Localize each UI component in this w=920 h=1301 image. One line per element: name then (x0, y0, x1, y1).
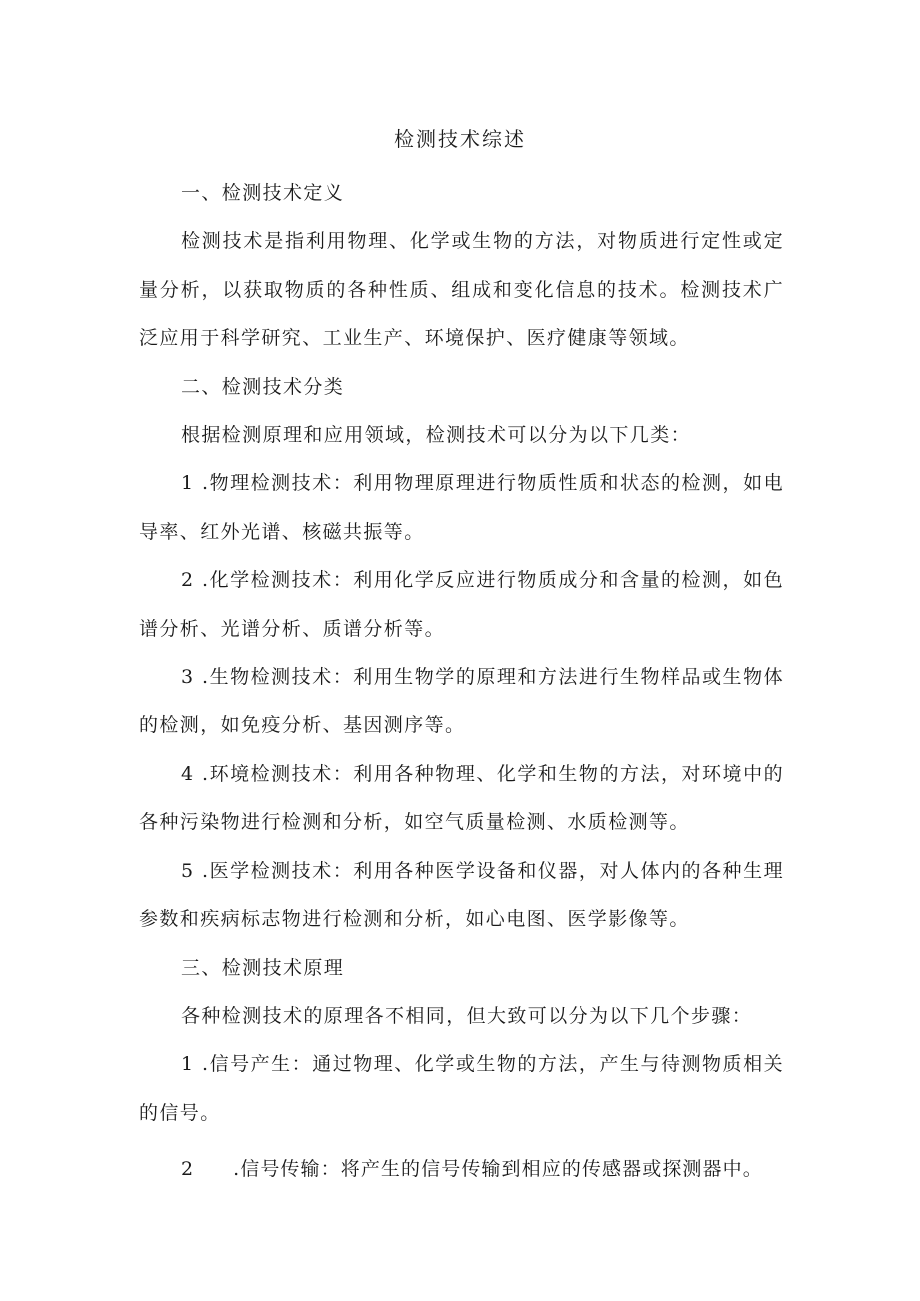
list-item-text: .信号传输：将产生的信号传输到相应的传感器或探测器中。 (233, 1158, 763, 1181)
list-item-physical: 1 .物理检测技术：利用物理原理进行物质性质和状态的检测，如电导率、红外光谱、核磁共振等。 (139, 472, 784, 543)
document-title: 检测技术综述 (394, 127, 526, 151)
list-item-number: 2 (181, 1158, 194, 1181)
principle-intro-paragraph: 各种检测技术的原理各不相同，但大致可以分为以下几个步骤： (181, 1004, 753, 1027)
list-item-signal-transmission (139, 1145, 784, 1193)
section-heading-classification: 二、检测技术分类 (181, 375, 345, 398)
definition-paragraph: 检测技术是指利用物理、化学或生物的方法，对物质进行定性或定量分析，以获取物质的各种性质、组成和变化信息的技术。检测技术广泛应用于科学研究、工业生产、环境保护、医疗健康等领域。 (139, 230, 784, 350)
classification-intro-paragraph: 根据检测原理和应用领域，检测技术可以分为以下几类： (181, 424, 692, 447)
list-item-environmental: 4 .环境检测技术：利用各种物理、化学和生物的方法，对环境中的各种污染物进行检测和分析，如空气质量检测、水质检测等。 (139, 762, 784, 834)
list-item-signal-generation: 1 .信号产生：通过物理、化学或生物的方法，产生与待测物质相关的信号。 (139, 1053, 784, 1124)
section-heading-principle: 三、检测技术原理 (181, 956, 345, 979)
list-item-medical: 5 .医学检测技术：利用各种医学设备和仪器，对人体内的各种生理参数和疾病标志物进行检测和分析，如心电图、医学影像等。 (139, 859, 784, 931)
section-heading-definition: 一、检测技术定义 (181, 182, 345, 204)
list-item-biological: 3 .生物检测技术：利用生物学的原理和方法进行生物样品或生物体的检测，如免疫分析、基因测序等。 (139, 666, 784, 737)
document-body (139, 169, 784, 1194)
list-item-chemical: 2 .化学检测技术：利用化学反应进行物质成分和含量的检测，如色谱分析、光谱分析、质谱分析等。 (139, 569, 784, 640)
